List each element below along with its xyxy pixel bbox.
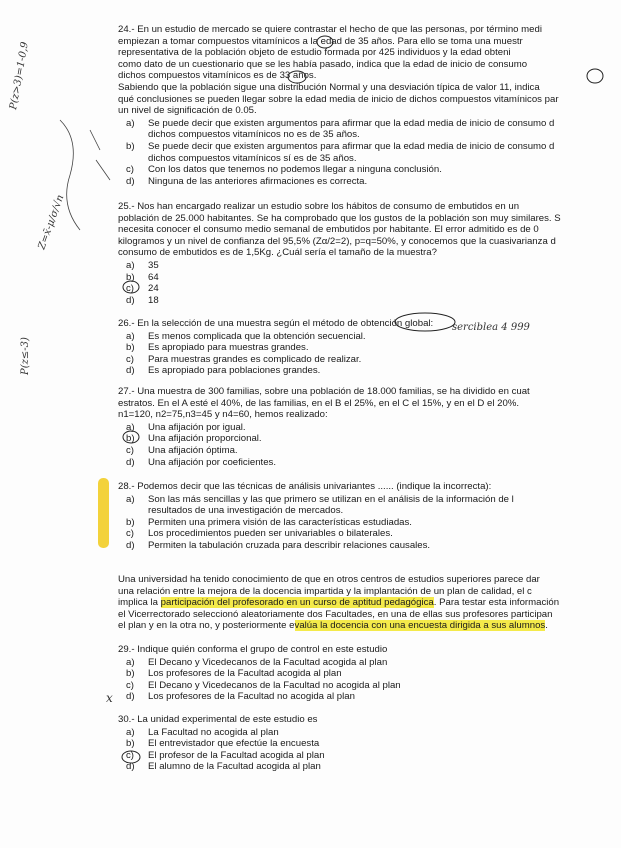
option-letter: b): [126, 342, 135, 354]
stem-line: 25.- Nos han encargado realizar un estudio sobre los hábitos de consumo de embutidos en un: [118, 201, 520, 212]
option-letter: d): [126, 691, 135, 703]
option-letter: b): [126, 140, 135, 152]
stem-line: 24.- En un estudio de mercado se quiere contrastar el hecho de que las personas, por término medi: [118, 24, 542, 35]
option-text: Permiten una primera visión de las características estudiadas.: [148, 516, 412, 528]
option-letter: c): [126, 679, 134, 691]
stem-line: 26.- En la selección de una muestra según el método de obtención global:: [118, 318, 434, 329]
option-text: Permiten la tabulación cruzada para describir relaciones causales.: [148, 539, 431, 551]
option-text: 35: [148, 259, 159, 271]
option-letter: b): [126, 433, 135, 445]
option-letter: d): [126, 175, 135, 187]
cross-mark: x: [106, 691, 113, 705]
option-letter: a): [126, 421, 135, 433]
option-text: La Facultad no acogida al plan: [148, 726, 279, 738]
option-text: resultados de una investigación de mercados.: [148, 505, 344, 517]
option-letter: c): [126, 164, 134, 176]
option-letter: a): [126, 259, 135, 271]
option-letter: c): [126, 528, 134, 540]
case-text-part: . Para testar esta información: [433, 597, 560, 609]
option-letter: b): [126, 738, 135, 750]
option-text: Con los datos que tenemos no podemos llegar a ninguna conclusión.: [148, 164, 442, 176]
pen-stroke: [60, 120, 80, 230]
case-line: una relación entre la mejora de la docencia impartida y la implantación de un plan de calidad, el c: [118, 585, 532, 597]
option-text: 24: [148, 283, 159, 295]
option-text: Los profesores de la Facultad acogida al plan: [148, 668, 342, 680]
stem-line: dichos compuestos vitamínicos es de 33 años.: [118, 70, 317, 82]
margin-note: P(z≤-3): [20, 337, 31, 375]
stem-line: 27.- Una muestra de 300 familias, sobre una población de 18.000 familias, se ha dividido en cuat: [118, 386, 530, 397]
option-letter: c): [126, 353, 134, 365]
answer-circle: [122, 751, 140, 763]
margin-note: Z=x̄-μ/σ/√n: [36, 193, 67, 252]
stem-line: representativa de la población objeto de estudio formada por 425 individuos y la edad obteni: [118, 47, 511, 59]
option-letter: c): [126, 444, 134, 456]
stem-line: necesita conocer el consumo medio semanal de embutidos por habitante. El error admitido es de 0: [118, 224, 539, 236]
option-letter: c): [126, 283, 134, 295]
stem-line: empiezan a tomar compuestos vitamínicos a la edad de 35 años. Para ello se toma una muestr: [118, 35, 523, 47]
option-text: Para muestras grandes es complicado de realizar.: [148, 353, 362, 365]
option-text: El profesor de la Facultad acogida al plan: [148, 749, 325, 761]
option-text: dichos compuestos vitamínicos no es de 35 años.: [148, 129, 360, 141]
option-letter: a): [126, 117, 135, 129]
option-text: Los procedimientos pueden ser univariables o bilaterales.: [148, 528, 393, 540]
margin-note: P(z>3)=1-0,9: [8, 41, 31, 111]
option-letter: d): [126, 761, 135, 773]
option-letter: b): [126, 516, 135, 528]
stem-line: estratos. En el A esté el 40%, de las familias, en el B el 25%, en el C el 15%, y en el D el 20%.: [118, 397, 520, 409]
option-text: El Decano y Vicedecanos de la Facultad acogida al plan: [148, 656, 388, 668]
answer-circle: [317, 36, 333, 48]
option-text: 64: [148, 271, 159, 283]
pen-stroke: [90, 130, 110, 180]
option-text: Una afijación proporcional.: [148, 433, 262, 445]
option-text: El alumno de la Facultad acogida al plan: [148, 761, 321, 773]
case-text-part: el plan y en la otra no, y posteriormente e: [118, 620, 295, 632]
stem-line: 28.- Podemos decir que las técnicas de análisis univariantes ...... (indique la incorrecta):: [118, 481, 492, 492]
option-text: Una afijación por coeficientes.: [148, 456, 276, 468]
option-letter: a): [126, 330, 135, 342]
option-text: Se puede decir que existen argumentos para afirmar que la edad media de inicio de consumo d: [148, 117, 555, 129]
stem-line: población de 25.000 habitantes. Se ha comprobado que los gustos de la población son muy similares. S: [118, 212, 561, 224]
answer-circle: [123, 281, 139, 293]
option-letter: a): [126, 493, 135, 505]
option-text: Son las más sencillas y las que primero se utilizan en el análisis de la información de l: [148, 493, 514, 505]
stem-line: n1=120, n2=75,n3=45 y n4=60, hemos realizado:: [118, 409, 328, 421]
option-letter: d): [126, 365, 135, 377]
case-line: Una universidad ha tenido conocimiento de que en otros centros de estudios superiores parece dar: [118, 574, 540, 585]
option-text: El Decano y Vicedecanos de la Facultad no acogida al plan: [148, 679, 401, 691]
stem-line: Sabiendo que la población sigue una distribución Normal y una desviación típica de valor 11, indica: [118, 81, 540, 93]
answer-circle: [395, 313, 455, 331]
option-letter: b): [126, 271, 135, 283]
option-letter: d): [126, 294, 135, 306]
stem-line: qué conclusiones se pueden llegar sobre la edad media de inicio de dichos compuestos vitamínicos par: [118, 93, 559, 105]
stem-line: 29.- Indique quién conforma el grupo de control en este estudio: [118, 644, 388, 655]
option-text: Es menos complicada que la obtención secuencial.: [148, 330, 366, 342]
case-line: el Vicerrectorado seleccionó aleatoriamente dos Facultades, en una de ellas sus profesores participan: [118, 608, 553, 620]
answer-circle: [288, 71, 306, 83]
option-letter: a): [126, 656, 135, 668]
highlighted-text: valúa la docencia con una encuesta dirigida a sus alumnos: [294, 620, 546, 632]
option-text: Los profesores de la Facultad no acogida al plan: [148, 691, 355, 703]
highlighted-text: participación del profesorado en un curso de aptitud pedagógica: [160, 597, 434, 609]
case-text-part: implica la: [118, 597, 161, 609]
option-text: dichos compuestos vitamínicos sí es de 35 años.: [148, 152, 357, 164]
option-text: El entrevistador que efectúe la encuesta: [148, 738, 320, 750]
stem-line: como dato de un cuestionario que se les había pasado, indica que la edad de inicio de consumo: [118, 58, 528, 70]
stem-line: consumo de embutidos es de 1,5Kg. ¿Cuál sería el tamaño de la muestra?: [118, 247, 437, 259]
option-letter: a): [126, 726, 135, 738]
option-text: Es apropiado para muestras grandes.: [148, 342, 309, 354]
option-text: Se puede decir que existen argumentos para afirmar que la edad media de inicio de consumo d: [148, 140, 555, 152]
answer-circle: [123, 431, 139, 443]
option-letter: d): [126, 539, 135, 551]
option-letter: c): [126, 749, 134, 761]
case-text-part: .: [545, 620, 548, 632]
stem-line: 30.- La unidad experimental de este estudio es: [118, 714, 318, 725]
answer-circle: [587, 69, 603, 83]
option-letter: b): [126, 668, 135, 680]
option-text: 18: [148, 294, 159, 306]
option-text: Ninguna de las anteriores afirmaciones es correcta.: [148, 175, 368, 187]
option-text: Una afijación óptima.: [148, 444, 238, 456]
option-text: Es apropiado para poblaciones grandes.: [148, 365, 321, 377]
option-letter: d): [126, 456, 135, 468]
stem-line: kilogramos y un nivel de confianza del 95,5% (Zα/2=2), p=q=50%, y conocemos que la cuasivarianza d: [118, 235, 556, 247]
option-text: Una afijación por igual.: [148, 421, 246, 433]
margin-note: serciblea 4 999: [452, 322, 530, 333]
stem-line: un nivel de significación de 0.05.: [118, 105, 257, 117]
